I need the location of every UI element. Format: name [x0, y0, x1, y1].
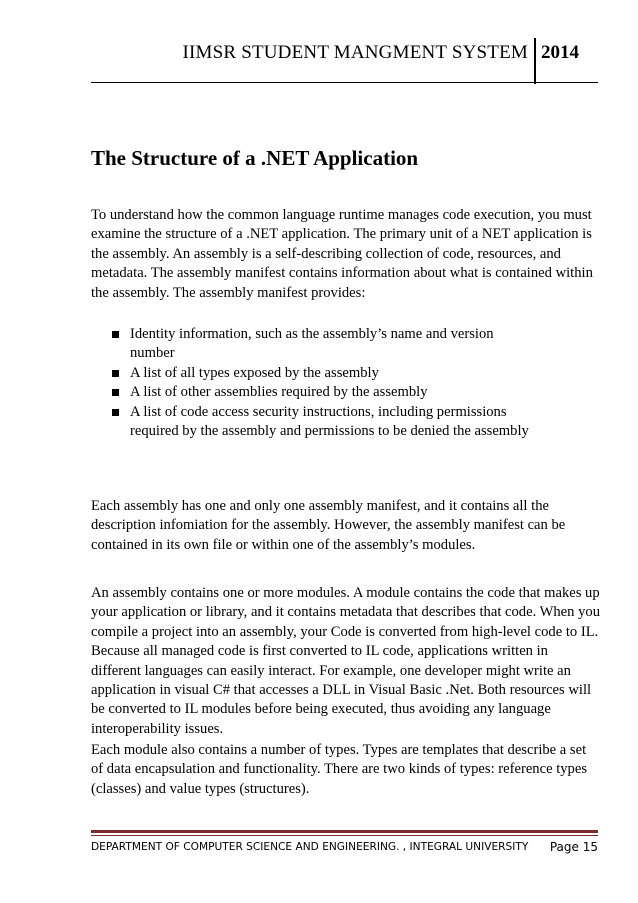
square-bullet-icon [112, 389, 119, 396]
list-item [91, 403, 530, 442]
list-item [91, 325, 530, 364]
footer-rule [91, 830, 598, 833]
square-bullet-icon [112, 409, 119, 416]
list-item-text: Identity information, such as the assembly’s name and version number [130, 326, 494, 362]
list-item-text: A list of code access security instructions, including permissions required by the assembly and permissions to be denied the assembly [130, 403, 529, 440]
types-paragraph: Each module also contains a number of types. Types are templates that describe a set of data encapsulation and functionality. There are two kinds of types: reference types (classes) and value types (structures). [91, 742, 588, 797]
header-year: 2014 [541, 42, 579, 63]
intro-paragraph: To understand how the common language runtime manages code execution, you must examine the structure of a .NET application. The primary unit of a NET application is the assembly. An assembly is a self-describing collection of code, resources, and metadata. The assembly manifest contains information about what is contained within the assembly. The assembly manifest provides: [91, 207, 593, 301]
header-divider [534, 38, 536, 84]
footer-rule-thin [91, 835, 598, 836]
list-item [91, 364, 530, 383]
square-bullet-icon [112, 370, 119, 377]
header-title: IIMSR STUDENT MANGMENT SYSTEM [182, 42, 528, 63]
list-item-text: A list of all types exposed by the assembly [130, 364, 379, 381]
manifest-bullet-list [91, 325, 601, 441]
square-bullet-icon [112, 331, 119, 338]
page-header [0, 0, 638, 88]
page-number: Page 15 [549, 840, 598, 854]
header-rule [91, 82, 598, 83]
list-item-text: A list of other assemblies required by the assembly [130, 384, 428, 401]
modules-paragraph: An assembly contains one or more modules. A module contains the code that makes up your application or library, and it contains metadata that describes that code. When you compile a project into an assembly, your Code is converted from high-level code to IL. Because all managed code is first converted to IL code, applications written in different languages can easily interact. For example, one developer might write an application in visual C# that accesses a DLL in Visual Basic .Net. Both resources will be converted to IL modules before being executed, thus avoiding any language interoperability issues. [91, 585, 600, 737]
list-item [91, 383, 530, 402]
footer-department: DEPARTMENT OF COMPUTER SCIENCE AND ENGINEERING. , INTEGRAL UNIVERSITY [91, 841, 529, 853]
manifest-paragraph: Each assembly has one and only one assembly manifest, and it contains all the description infomiation for the assembly. However, the assembly manifest can be contained in its own file or within one of the assembly’s modules. [91, 498, 566, 553]
page-title: The Structure of a .NET Application [91, 146, 419, 170]
